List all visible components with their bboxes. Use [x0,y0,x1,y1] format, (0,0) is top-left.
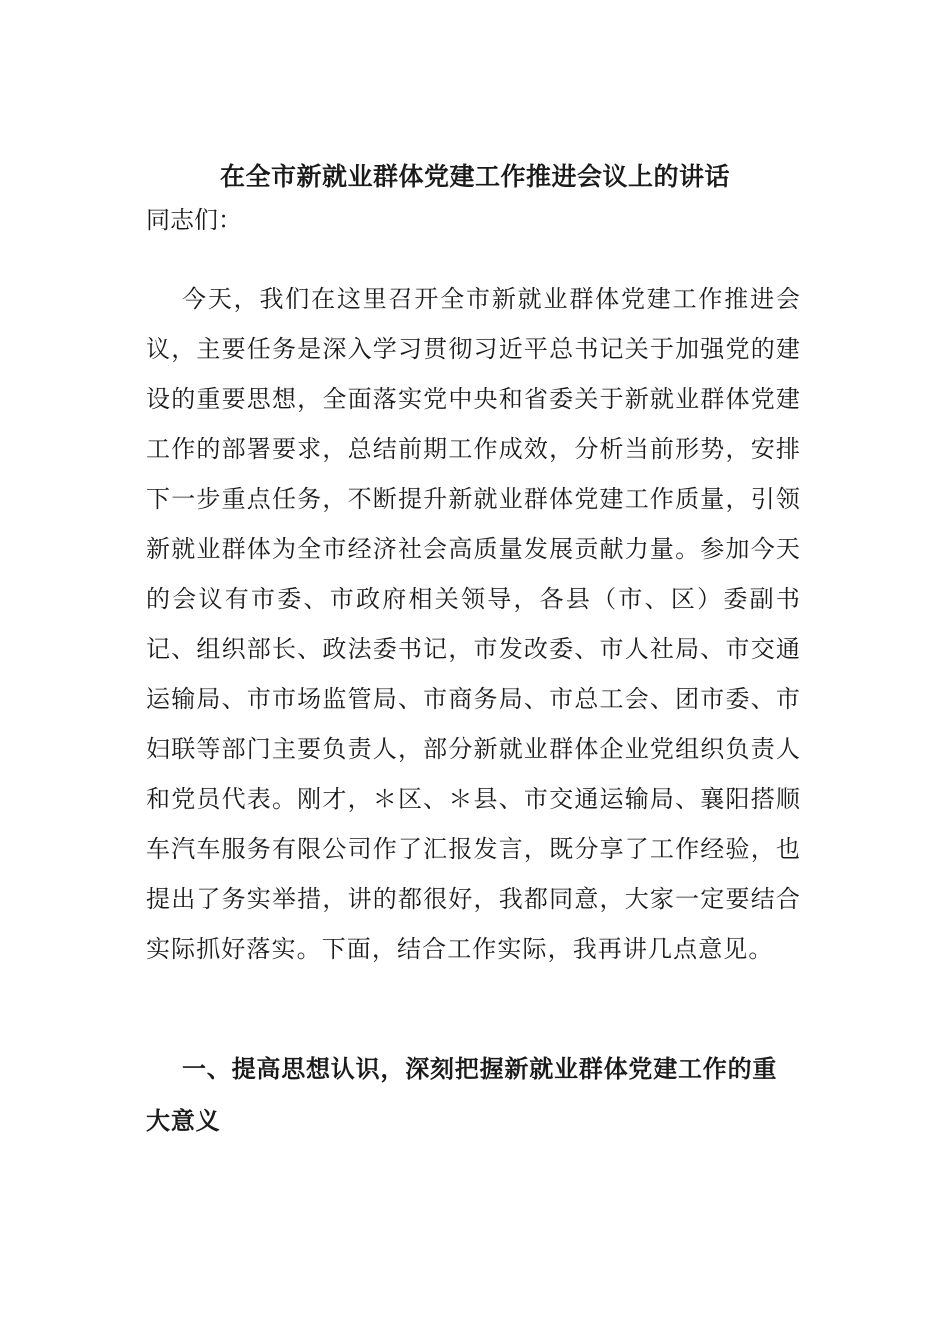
opening-paragraph: 今天，我们在这里召开全市新就业群体党建工作推进会议，主要任务是深入学习贯彻习近平总书记关于加强党的建设的重要思想，全面落实党中央和省委关于新就业群体党建工作的部署要求，总结前期工作成效，分析当前形势，安排下一步重点任务，不断提升新就业群体党建工作质量，引领新就业群体为全市经济社会高质量发展贡献力量。参加今天的会议有市委、市政府相关领导，各县（市、区）委副书记、组织部长、政法委书记，市发改委、市人社局、市交通运输局、市市场监管局、市商务局、市总工会、团市委、市妇联等部门主要负责人，部分新就业群体企业党组织负责人和党员代表。刚才，＊区、＊县、市交通运输局、襄阳搭顺车汽车服务有限公司作了汇报发言，既分享了工作经验，也提出了务实举措，讲的都很好，我都同意，大家一定要结合实际抓好落实。下面，结合工作实际，我再讲几点意见。 [146,285,801,963]
salutation: 同志们： [146,206,242,234]
document-title: 在全市新就业群体党建工作推进会议上的讲话 [219,162,730,191]
section-heading: 一、提高思想认识，深刻把握新就业群体党建工作的重大意义 [146,1055,778,1135]
